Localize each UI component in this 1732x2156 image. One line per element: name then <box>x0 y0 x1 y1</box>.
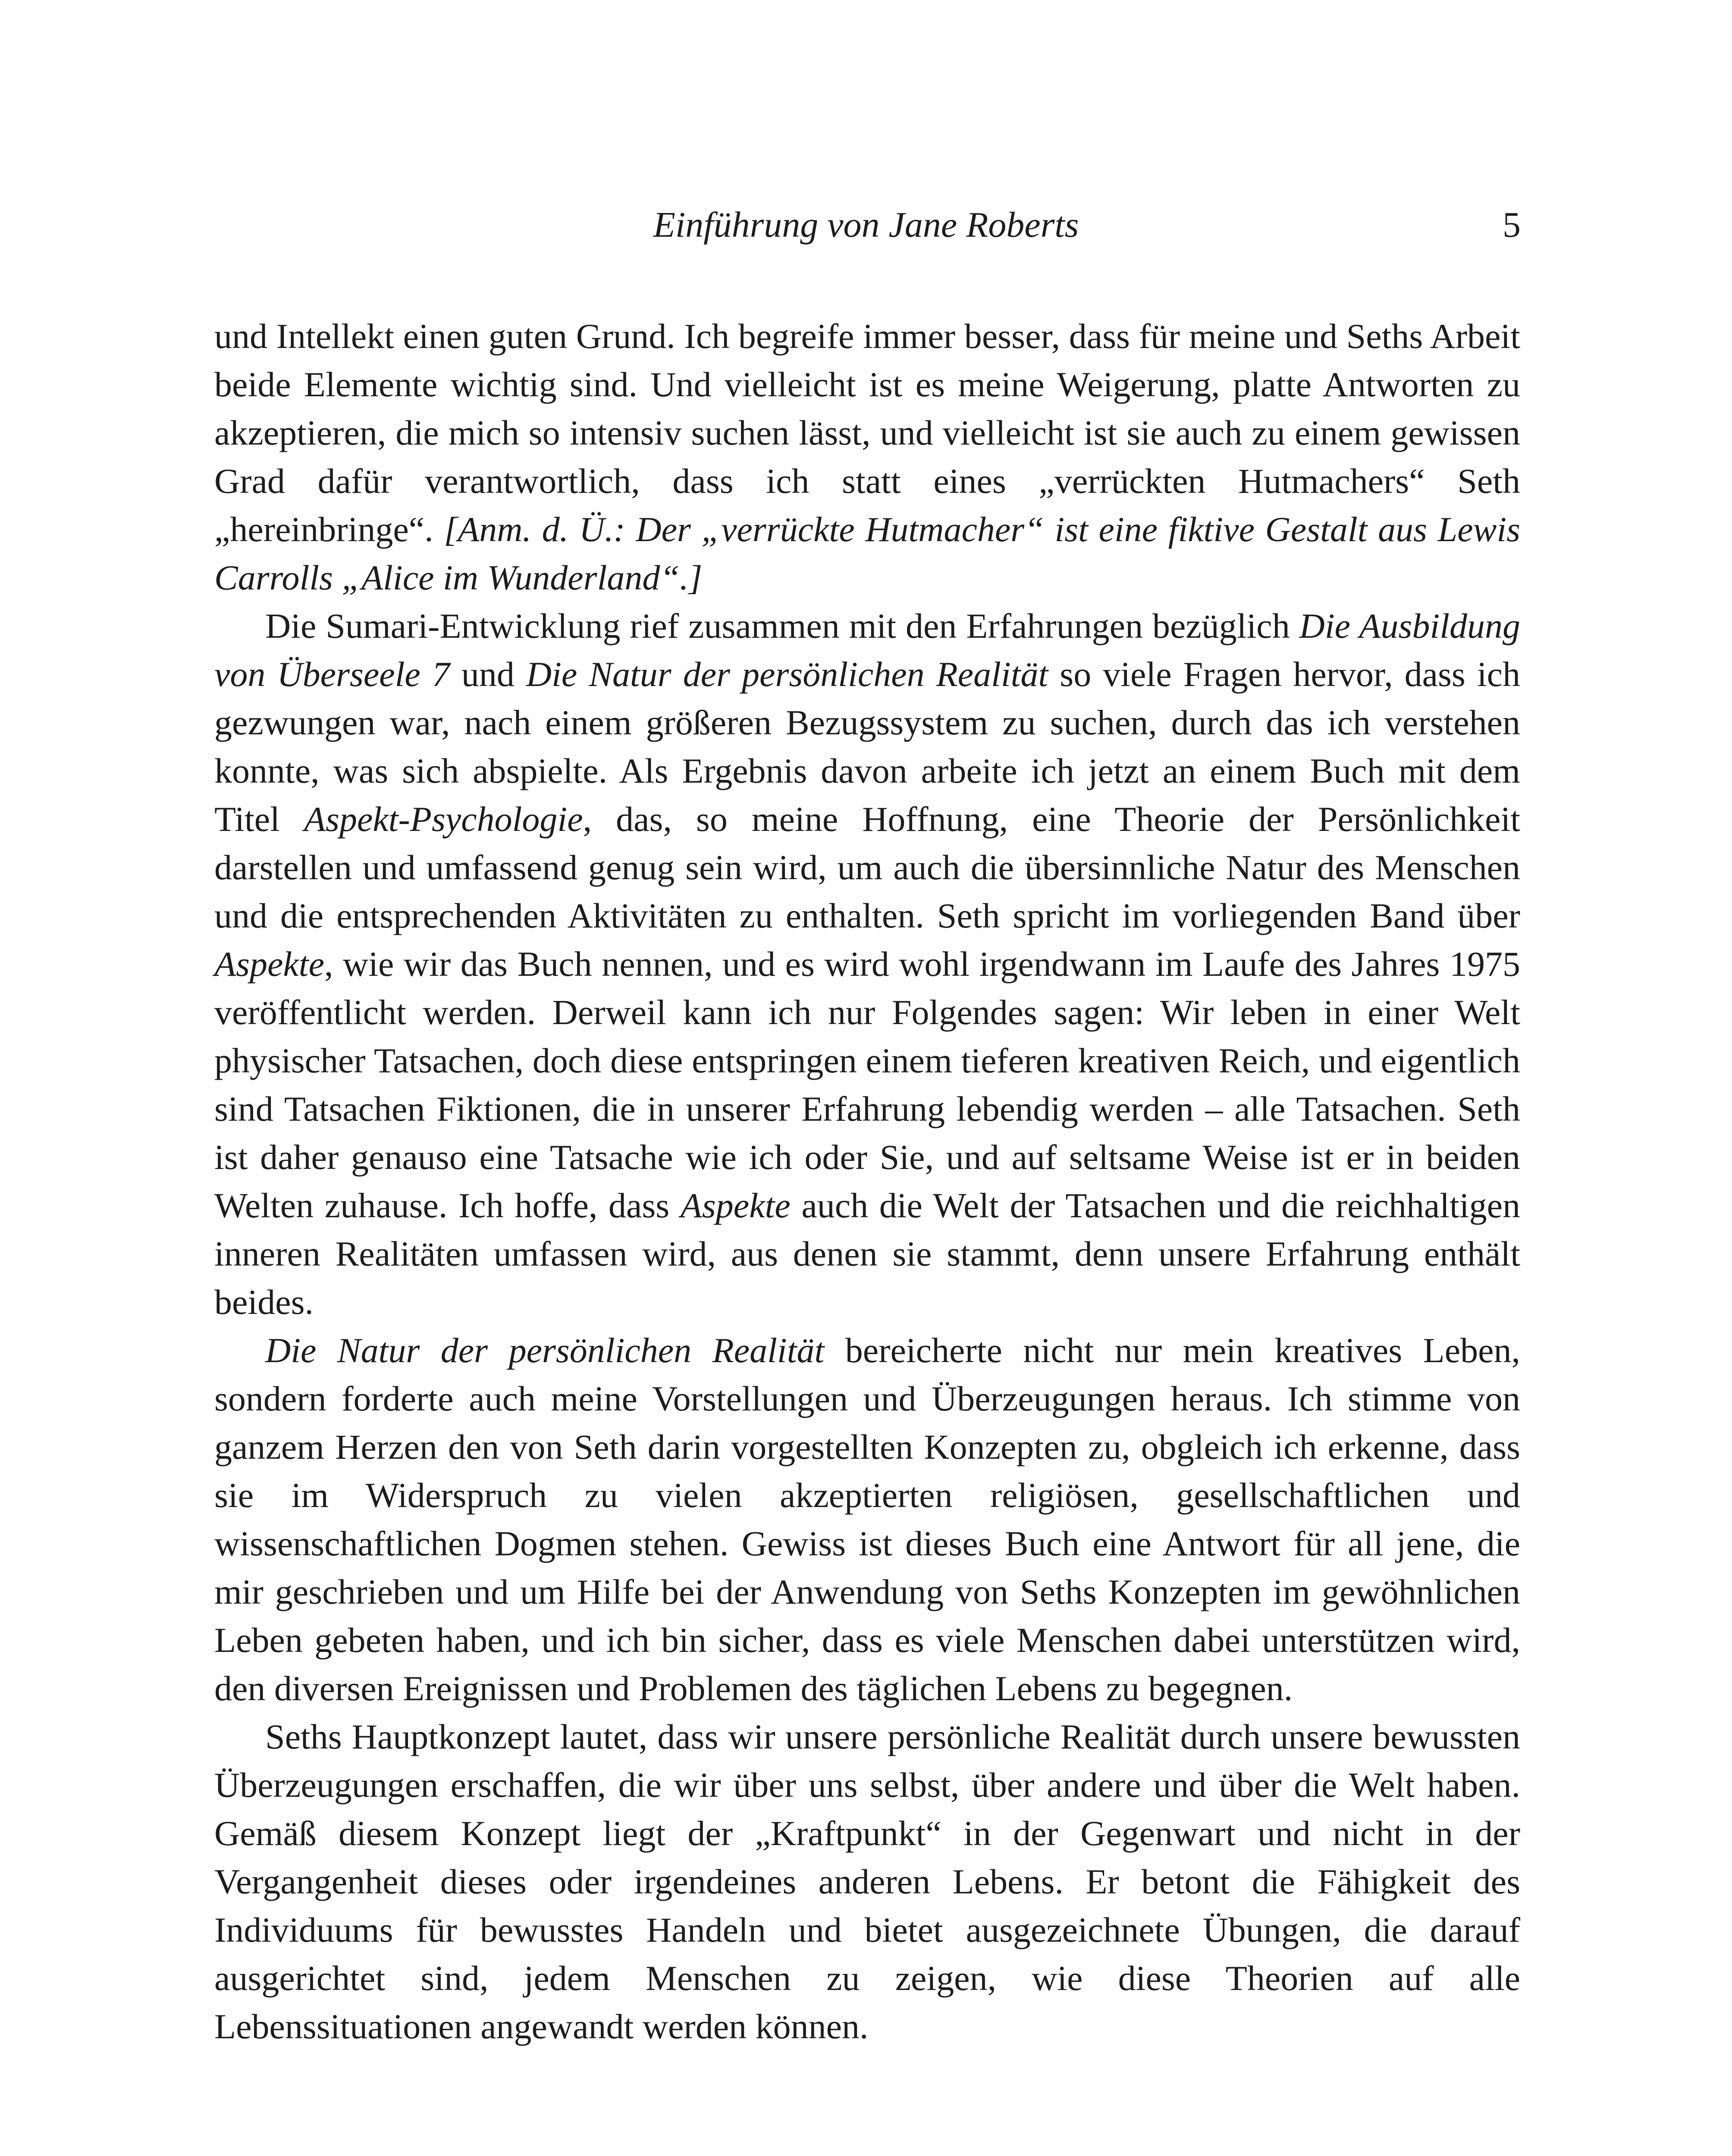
italic-run: Aspekte <box>214 944 324 984</box>
text-run: bereicherte nicht nur mein kreatives Leben, sondern forderte auch meine Vorstellungen und Überzeugungen heraus. Ich stimme von ganzem Herzen den von Seth darin vorgestellten Konzepten zu, obgleich ich erkenne, dass sie im Widerspruch zu vielen akzeptierten religiösen, gesellschaftlichen und wissenschaftlichen Dogmen stehen. Gewiss ist dieses Buch eine Antwort für all jene, die mir geschrieben und um Hilfe bei der Anwendung von Seths Konzepten im gewöhnlichen Leben gebeten haben, und ich bin sicher, dass es viele Menschen dabei unterstützen wird, den diversen Ereignissen und Problemen des täglichen Lebens zu begegnen. <box>214 1331 1521 1708</box>
page-number: 5 <box>1503 205 1521 245</box>
text-run: auch die Welt der Tatsachen und die reichhaltigen inneren Realitäten umfassen wird, aus denen sie stammt, denn unsere Erfahrung enthält beides. <box>214 1186 1520 1322</box>
italic-run: Aspekt-Psychologie <box>304 799 583 839</box>
body-text <box>214 312 1520 2051</box>
text-run: , wie wir das Buch nennen, und es wird wohl irgendwann im Laufe des Jahres 1975 veröffentlicht werden. Derweil kann ich nur Folgendes sagen: Wir leben in einer Welt physischer Tatsachen, doch diese entspringen einem tieferen kreativen Reich, und eigentlich sind Tatsachen Fiktionen, die in unserer Erfahrung lebendig werden – alle Tatsachen. Seth ist daher genauso eine Tatsache wie ich oder Sie, und auf seltsame Weise ist er in beiden Welten zuhause. Ich hoffe, dass <box>214 944 1520 1225</box>
text-run: und Intellekt einen guten Grund. Ich begreife immer besser, dass für meine und Seths Arbeit beide Elemente wichtig sind. Und vielleicht ist es meine Weigerung, platte Antworten zu akzeptieren, die mich so intensiv suchen lässt, und vielleicht ist sie auch zu einem gewissen Grad dafür verantwortlich, dass ich statt eines „verrückten Hutmachers“ Seth „hereinbringe“. <box>214 317 1520 549</box>
running-head <box>0 199 1732 251</box>
text-run: , das, so meine Hoffnung, eine Theorie der Persönlichkeit darstellen und umfassend genug sein wird, um auch die übersinnliche Natur des Menschen und die entsprechenden Aktivitäten zu enthalten. Seth spricht im vorliegenden Band über <box>214 799 1521 935</box>
text-run: Die Sumari-Entwicklung rief zusammen mit den Erfahrungen bezüglich <box>265 606 1299 646</box>
paragraph <box>214 1326 1520 1713</box>
italic-run: [Anm. d. Ü.: Der „verrückte Hutmacher“ ist eine fiktive Gestalt aus Lewis Carrolls „Alice im Wunderland“.] <box>214 510 1521 597</box>
text-run: so viele Fragen hervor, dass ich gezwungen war, nach einem größeren Bezugssystem zu suchen, durch das ich verstehen konnte, was sich abspielte. Als Ergebnis davon arbeite ich jetzt an einem Buch mit dem Titel <box>214 655 1521 839</box>
text-run: Seths Hauptkonzept lautet, dass wir unsere persönliche Realität durch unsere bewussten Überzeugungen erschaffen, die wir über uns selbst, über andere und über die Welt haben. Gemäß diesem Konzept liegt der „Kraftpunkt“ in der Gegenwart und nicht in der Vergangenheit dieses oder irgendeines anderen Lebens. Er betont die Fähigkeit des Individuums für bewusstes Handeln und bietet ausgezeichnete Übungen, die darauf ausgerichtet sind, jedem Menschen zu zeigen, wie diese Theorien auf alle Lebenssituationen angewandt werden können. <box>214 1717 1520 2046</box>
text-run: und <box>449 655 526 694</box>
italic-run: Die Natur der persönlichen Realität <box>526 655 1048 694</box>
paragraph <box>214 602 1520 1326</box>
running-title: Einführung von Jane Roberts <box>653 205 1079 245</box>
italic-run: Die Natur der persönlichen Realität <box>265 1331 825 1370</box>
paragraph <box>214 312 1520 602</box>
italic-run: Aspekte <box>680 1186 791 1225</box>
paragraph <box>214 1713 1520 2051</box>
italic-run: Die Ausbildung von Überseele 7 <box>214 606 1520 694</box>
